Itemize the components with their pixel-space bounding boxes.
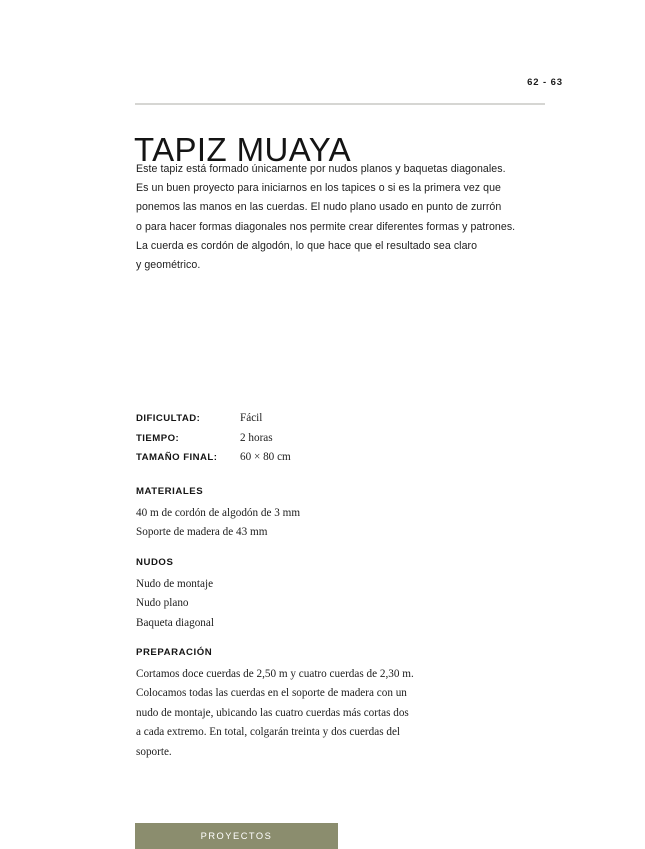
section-line: Nudo plano xyxy=(136,597,189,610)
spec-value: 60 × 80 cm xyxy=(240,451,291,463)
spec-value: 2 horas xyxy=(240,431,273,444)
intro-paragraph xyxy=(136,160,556,275)
spec-table xyxy=(136,412,291,471)
section-materiales xyxy=(136,486,300,543)
spec-row-tiempo xyxy=(136,432,291,452)
intro-line: La cuerda es cordón de algodón, lo que hace que el resultado sea claro xyxy=(136,239,478,252)
intro-line: ponemos las manos en las cuerdas. El nudo plano usado en punto de zurrón xyxy=(136,201,502,214)
section-heading: NUDOS xyxy=(136,557,174,568)
title-divider-rule xyxy=(135,103,545,105)
section-line: Colocamos todas las cuerdas en el soporte de madera con un xyxy=(136,687,407,700)
section-heading: PREPARACIÓN xyxy=(136,647,213,658)
page-title: TAPIZ MUAYA xyxy=(134,131,352,169)
section-line: Nudo de montaje xyxy=(136,578,214,590)
intro-line: Es un buen proyecto para iniciarnos en los tapices o si es la primera vez que xyxy=(136,182,502,195)
section-line: Cortamos doce cuerdas de 2,50 m y cuatro cuerdas de 2,30 m. xyxy=(136,668,414,680)
intro-line: o para hacer formas diagonales nos permite crear diferentes formas y patrones. xyxy=(136,220,516,233)
section-line: nudo de montaje, ubicando las cuatro cuerdas más cortas dos xyxy=(136,706,409,719)
spec-label: TIEMPO: xyxy=(136,432,180,444)
section-preparacion xyxy=(136,647,414,762)
section-line: a cada extremo. En total, colgarán treinta y dos cuerdas del xyxy=(136,726,401,739)
section-line: Baqueta diagonal xyxy=(136,616,214,629)
section-line: soporte. xyxy=(136,745,172,758)
section-line: Soporte de madera de 43 mm xyxy=(136,526,268,539)
section-line: 40 m de cordón de algodón de 3 mm xyxy=(136,507,301,519)
spec-label: TAMAÑO FINAL: xyxy=(136,452,218,463)
footer-section-label: PROYECTOS xyxy=(200,831,273,841)
section-nudos xyxy=(136,557,214,633)
footer-section-bar xyxy=(135,823,338,849)
section-heading: MATERIALES xyxy=(136,486,204,497)
spec-label: DIFICULTAD: xyxy=(136,413,201,424)
intro-line: y geométrico. xyxy=(136,259,201,272)
intro-line: Este tapiz está formado únicamente por nudos planos y baquetas diagonales. xyxy=(136,163,506,175)
spec-value: Fácil xyxy=(240,412,263,424)
spec-row-dificultad xyxy=(136,412,291,432)
page-number: 62 - 63 xyxy=(527,77,563,88)
spec-row-tamano-final xyxy=(136,451,291,471)
